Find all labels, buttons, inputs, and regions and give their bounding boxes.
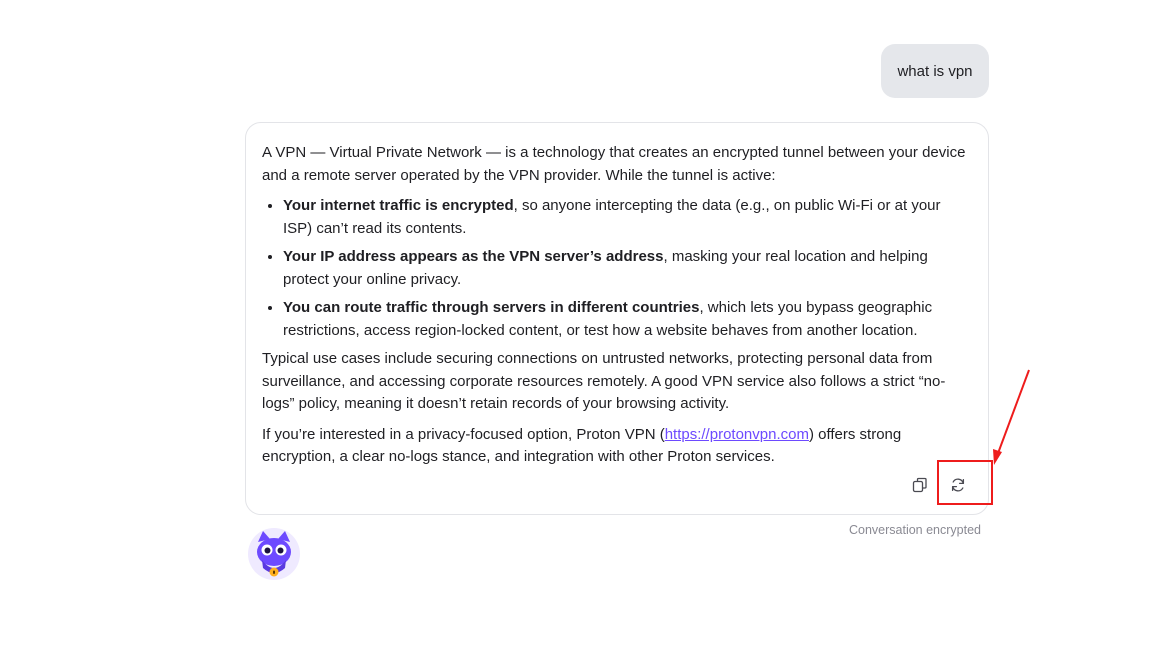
list-item: [283, 297, 972, 342]
bullet-bold-text: You can route traffic through servers in different countries: [283, 299, 700, 316]
conversation-encrypted-note: Conversation encrypted: [848, 523, 981, 537]
assistant-message-card: [245, 122, 989, 515]
assistant-bullet-list: [262, 195, 972, 342]
user-message-bubble: [881, 44, 989, 98]
list-item: [283, 246, 972, 291]
protonvpn-link[interactable]: https://protonvpn.com: [664, 425, 809, 443]
assistant-message-content: [262, 142, 972, 469]
regenerate-button[interactable]: [948, 475, 968, 495]
paragraph-text-before-link: If you’re interested in a privacy-focused option, Proton VPN (: [262, 425, 665, 443]
list-item: [283, 195, 972, 240]
bullet-text: , so anyone intercepting the data (e.g., on public Wi-Fi or at your ISP) can’t read its contents.: [283, 197, 941, 237]
copy-icon: [912, 477, 928, 493]
assistant-avatar: [248, 528, 300, 580]
assistant-paragraph-use-cases: Typical use cases include securing connections on untrusted networks, protecting personal data from surveillance, and accessing corporate resources remotely. A good VPN service also follows a strict “no-logs” policy, meaning it doesn’t retain records of your browsing activity.: [262, 350, 946, 412]
bullet-text: , which lets you bypass geographic restrictions, access region-locked content, or test how a website behaves from another location.: [283, 299, 933, 339]
bullet-bold-text: Your IP address appears as the VPN server’s address: [283, 248, 664, 265]
user-message-text: what is vpn: [897, 62, 973, 80]
refresh-icon: [950, 477, 966, 493]
cat-mascot-icon: [248, 528, 300, 580]
copy-button[interactable]: [910, 475, 930, 495]
bullet-text: , masking your real location and helping protect your online privacy.: [283, 248, 928, 288]
paragraph-text-after-link: ) offers strong encryption, a clear no-logs stance, and integration with other Proton services.: [262, 425, 902, 465]
assistant-intro-paragraph: A VPN — Virtual Private Network — is a technology that creates an encrypted tunnel between your device and a remote server operated by the VPN provider. While the tunnel is active:: [262, 144, 966, 184]
assistant-paragraph-proton: [262, 424, 972, 469]
bullet-bold-text: Your internet traffic is encrypted: [283, 197, 514, 214]
